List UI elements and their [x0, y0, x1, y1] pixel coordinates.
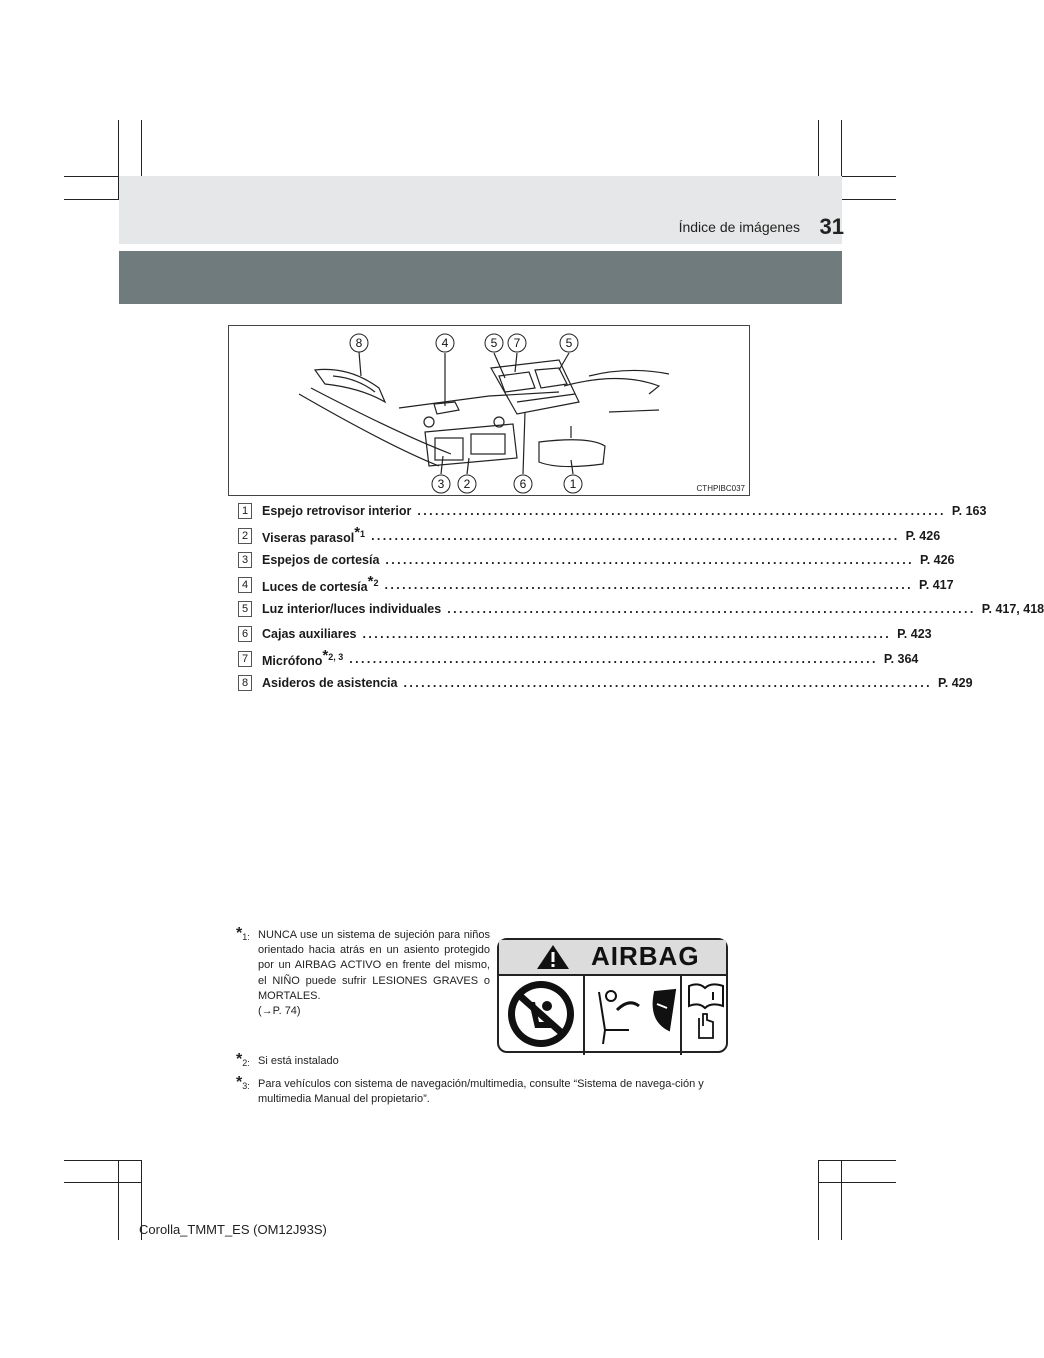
airbag-warning-label — [497, 938, 728, 1053]
airbag-label-title: AIRBAG — [591, 941, 700, 971]
footnote-ref: 2 — [373, 577, 379, 588]
list-item — [238, 599, 1044, 624]
item-list — [238, 501, 1044, 698]
dot-leader: .......................................................................................... — [371, 528, 900, 543]
list-item — [238, 673, 973, 698]
item-label: Micrófono$^{*2, 3}$ — [262, 646, 344, 668]
warning-triangle-icon — [537, 945, 569, 969]
airbag-seat-icon — [599, 990, 675, 1044]
crop-mark — [841, 1160, 842, 1240]
footnote-text: Si está instalado — [258, 1055, 339, 1067]
footnote-marker: 3 — [242, 1081, 248, 1091]
dot-leader: .......................................................................................... — [403, 676, 933, 691]
footer-text: Corolla_TMMT_ES (OM12J93S) — [139, 1222, 327, 1237]
dot-leader: .......................................................................................... — [417, 504, 946, 518]
crop-mark — [818, 1160, 819, 1240]
page-reference-link[interactable]: P. 364 — [883, 651, 919, 666]
dot-leader: .......................................................................................... — [447, 602, 976, 617]
ceiling-drawing — [229, 326, 749, 495]
item-number: 1 — [238, 503, 252, 519]
callout-label: 1 — [569, 477, 577, 491]
page-reference-link[interactable]: (→P. 74) — [258, 1005, 301, 1018]
footnote-text: Para vehículos con sistema de navegación/multimedia, consulte “Sistema de navega-ción y multimedia Manual del propietario”. — [258, 1078, 704, 1106]
page-reference-link[interactable]: P. 163 — [951, 504, 987, 518]
crop-mark — [818, 1160, 896, 1161]
item-label: Asideros de asistencia — [262, 676, 398, 691]
interior-illustration — [228, 325, 750, 496]
item-label: Viseras parasol$^{*1}$ — [262, 523, 366, 545]
list-item — [238, 501, 987, 526]
footnote: *1: NUNCA use un sistema de sujeción para niños orientado hacia atrás en un asiento protegido por un AIRBAG ACTIVO en frente del mismo, el NIÑO puede sufrir LESIONES GRAVES o MORTALES. (→P. 74) — [236, 925, 490, 1018]
no-child-seat-icon — [508, 981, 574, 1047]
item-number: 2 — [238, 528, 252, 544]
page-reference-link[interactable]: P. 426 — [919, 553, 955, 568]
item-label: Espejos de cortesía — [262, 553, 380, 568]
list-item — [238, 523, 941, 551]
section-band — [119, 251, 842, 304]
footnote-marker: 2 — [242, 1058, 248, 1068]
callout-label: 4 — [441, 336, 449, 350]
page-reference-link[interactable]: P. 417, 418 — [981, 602, 1044, 617]
section-title: Índice de imágenes — [678, 219, 800, 235]
footnote-ref: 2, 3 — [328, 651, 344, 662]
footnote-marker: 1 — [242, 932, 248, 942]
page-reference-link[interactable]: P. 429 — [938, 676, 973, 691]
page-reference-link[interactable]: P. 426 — [905, 528, 941, 543]
list-item — [238, 624, 932, 649]
crop-mark — [64, 1160, 142, 1161]
callout-label: 3 — [437, 477, 445, 491]
list-item — [238, 572, 954, 600]
dot-leader: .......................................................................................... — [384, 577, 914, 592]
item-number: 3 — [238, 552, 252, 568]
crop-mark — [64, 1182, 142, 1183]
callout-label: 5 — [565, 336, 573, 350]
callout-label: 5 — [490, 336, 498, 350]
image-code: CTHPIBC037 — [696, 484, 745, 493]
footnote-text: NUNCA use un sistema de sujeción para niños orientado hacia atrás en un asiento protegido por un AIRBAG ACTIVO en frente del mismo, el NIÑO puede sufrir LESIONES GRAVES o MORTALES. — [258, 929, 490, 1002]
callout-label: 6 — [519, 477, 527, 491]
item-label: Espejo retrovisor interior — [262, 504, 412, 518]
crop-mark — [818, 1182, 896, 1183]
page-reference-link[interactable]: P. 417 — [919, 577, 954, 592]
list-item — [238, 550, 955, 575]
crop-mark — [118, 1160, 119, 1240]
item-number: 5 — [238, 601, 252, 617]
item-label: Luz interior/luces individuales — [262, 602, 442, 617]
list-item — [238, 646, 919, 674]
callout-label: 2 — [463, 477, 471, 491]
page-reference-link[interactable]: P. 423 — [897, 626, 932, 641]
footnote: *2: Si está instalado — [236, 1051, 339, 1068]
dot-leader: .......................................................................................... — [385, 553, 914, 568]
footnote: *3: Para vehículos con sistema de navegación/multimedia, consulte “Sistema de navega-ción y multimedia Manual del propietario”. — [236, 1074, 704, 1106]
manual-book-icon — [689, 984, 723, 1038]
item-number: 4 — [238, 577, 252, 593]
item-number: 6 — [238, 626, 252, 642]
item-label: Cajas auxiliares — [262, 626, 357, 641]
footnote-ref: 1 — [360, 528, 366, 539]
page-number: 31 — [819, 214, 844, 239]
callout-label: 8 — [355, 336, 363, 350]
dot-leader: .......................................................................................... — [362, 626, 892, 641]
item-number: 7 — [238, 651, 252, 667]
dot-leader: .......................................................................................... — [349, 651, 878, 666]
callout-label: 7 — [513, 336, 521, 350]
item-label: Luces de cortesía$^{*2}$ — [262, 572, 379, 594]
item-number: 8 — [238, 675, 252, 691]
